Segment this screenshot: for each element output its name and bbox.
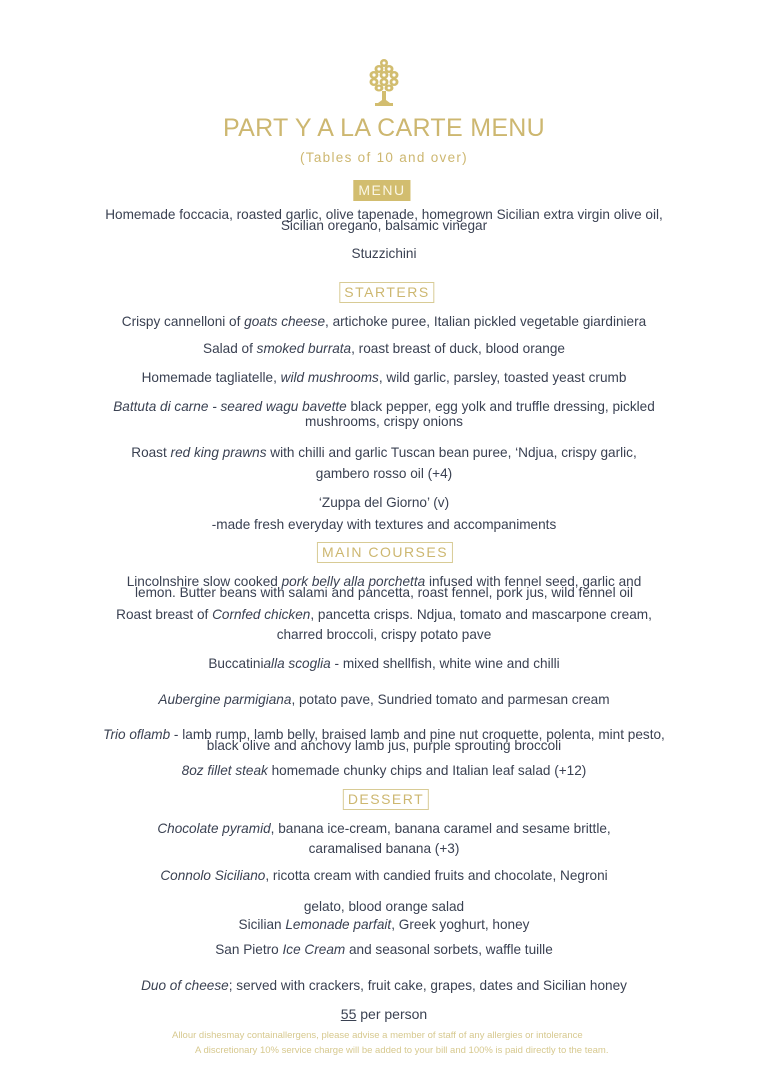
service-charge-notice: A discretionary 10% service charge will be added to your bill and 100% is paid directly to the team. <box>195 1045 609 1056</box>
starter-item: Roast red king prawns with chilli and garlic Tuscan bean puree, ‘Ndjua, crispy garlic, gambero rosso oil (+4) <box>131 445 637 481</box>
starter-item: ‘Zuppa del Giorno’ (v) -made fresh everyday with textures and accompaniments <box>211 495 557 532</box>
section-heading-main-courses: MAIN COURSES <box>317 542 453 563</box>
main-item: Trio oflamb - lamb rump, lamb belly, braised lamb and pine nut croquette, polenta, mint pesto, black olive and anchovy lamb jus, purple sprouting broccoli <box>103 727 665 753</box>
price-per-person <box>0 1007 768 1022</box>
menu-item-line: Homemade foccacia, roasted garlic, olive tapenade, homegrown Sicilian extra virgin olive oil, <box>105 207 663 222</box>
menu-item-focaccia <box>0 209 768 231</box>
starter-item: Salad of smoked burrata, roast breast of duck, blood orange <box>203 341 565 356</box>
main-item: Aubergine parmigiana, potato pave, Sundried tomato and parmesan cream <box>158 692 610 707</box>
main-item: 8oz fillet steak homemade chunky chips and Italian leaf salad (+12) <box>181 763 587 778</box>
menu-item-line: Sicilian oregano, balsamic vinegar <box>280 218 488 233</box>
dessert-item: Duo of cheese; served with crackers, fruit cake, grapes, dates and Sicilian honey <box>141 978 627 993</box>
dessert-item: Sicilian Lemonade parfait, Greek yoghurt, honey <box>238 917 530 932</box>
page-subtitle: (Tables of 10 and over) <box>300 150 468 165</box>
section-heading-menu: MENU <box>353 180 410 201</box>
dessert-item: Connolo Siciliano, ricotta cream with candied fruits and chocolate, Negroni gelato, blood orange salad <box>160 868 608 914</box>
pinecone-tree-icon <box>366 58 402 108</box>
main-item: Lincolnshire slow cooked pork belly alla porchetta infused with fennel seed, garlic and lemon. Butter beans with salami and pancetta, roast fennel, pork jus, wild fennel oil <box>126 574 642 600</box>
starter-item: Crispy cannelloni of goats cheese, artichoke puree, Italian pickled vegetable giardiniera <box>121 314 647 329</box>
allergen-notice: Allour dishesmay containallergens, please advise a member of staff of any allergies or intolerance <box>172 1030 583 1041</box>
section-heading-dessert: DESSERT <box>343 789 429 810</box>
starter-item: Battuta di carne - seared wagu bavette black pepper, egg yolk and truffle dressing, pickled mushrooms, crispy onions <box>113 399 655 429</box>
main-item: Buccatinialla scoglia - mixed shellfish, white wine and chilli <box>208 656 560 671</box>
menu-item-stuzzichini: Stuzzichini <box>351 246 417 261</box>
page-title: PART Y A LA CARTE MENU <box>222 114 546 142</box>
dessert-item: San Pietro Ice Cream and seasonal sorbets, waffle tuille <box>215 942 553 957</box>
dessert-item: Chocolate pyramid, banana ice-cream, banana caramel and sesame brittle, caramalised banana (+3) <box>157 821 611 856</box>
main-item: Roast breast of Cornfed chicken, pancetta crisps. Ndjua, tomato and mascarpone cream, charred broccoli, crispy potato pave <box>116 607 652 642</box>
starter-item: Homemade tagliatelle, wild mushrooms, wild garlic, parsley, toasted yeast crumb <box>141 370 627 385</box>
price-suffix: per person <box>356 1006 428 1022</box>
price-amount: 55 <box>340 1006 357 1022</box>
section-heading-starters: STARTERS <box>339 282 434 303</box>
